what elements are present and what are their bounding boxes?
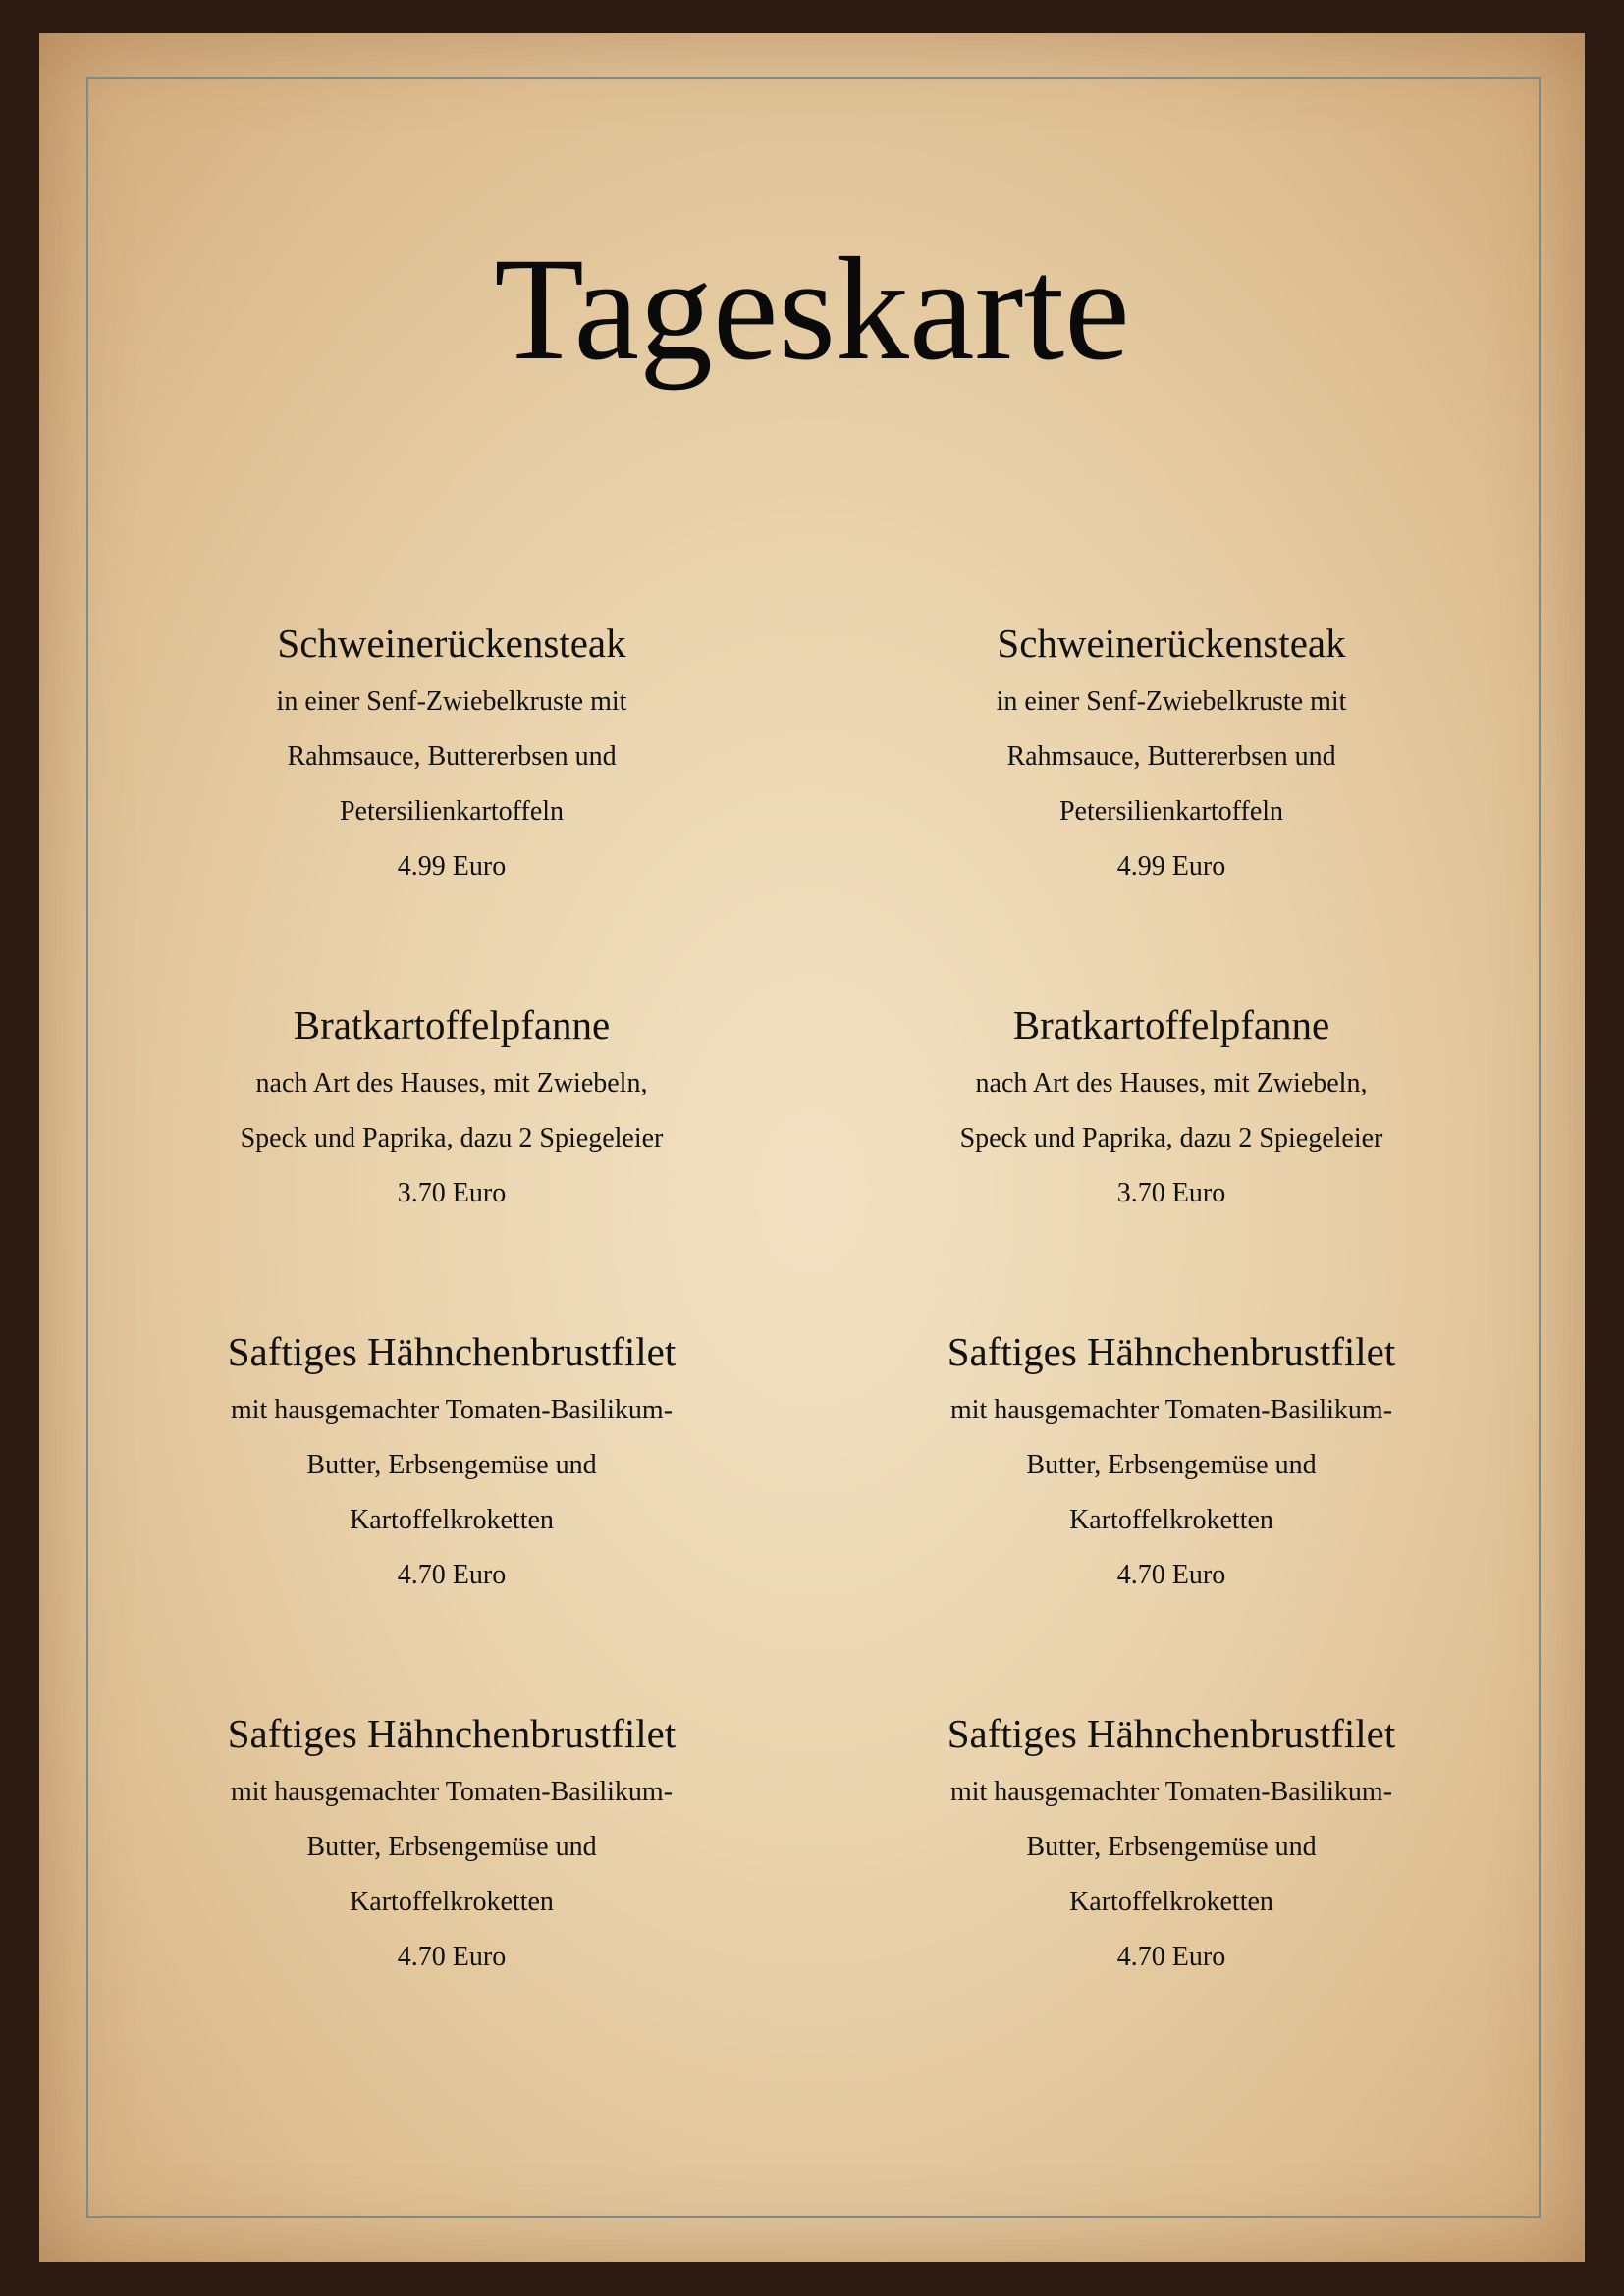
- dish-description-line: Speck und Paprika, dazu 2 Spiegeleier: [240, 1123, 664, 1153]
- dish-price: 4.70 Euro: [1116, 1942, 1226, 1972]
- menu-item: [177, 1324, 727, 1603]
- dish-description-line: Butter, Erbsengemüse und: [306, 1832, 597, 1862]
- dish-price: 4.70 Euro: [397, 1942, 507, 1972]
- dish-price: 3.70 Euro: [1116, 1178, 1226, 1208]
- dish-description-line: Kartoffelkroketten: [350, 1887, 554, 1917]
- menu-item: [177, 615, 727, 894]
- dish-price: 4.70 Euro: [397, 1560, 507, 1590]
- dish-description-line: Kartoffelkroketten: [1069, 1505, 1273, 1535]
- dish-name: Bratkartoffelpfanne: [1012, 1002, 1330, 1047]
- dish-name: Schweinerückensteak: [277, 620, 626, 666]
- dish-description-line: Petersilienkartoffeln: [1058, 796, 1284, 827]
- dish-description-line: Butter, Erbsengemüse und: [1026, 1450, 1317, 1480]
- dish-price: 4.70 Euro: [1116, 1560, 1226, 1590]
- menu-item: [177, 1706, 727, 1985]
- footer-mark: http: [39, 2241, 58, 2251]
- dish-description-line: mit hausgemachter Tomaten-Basilikum-: [230, 1395, 674, 1425]
- dish-price: 4.99 Euro: [397, 851, 507, 881]
- menu-item: [896, 1706, 1446, 1985]
- dish-name: Schweinerückensteak: [997, 620, 1346, 666]
- dish-description-line: Kartoffelkroketten: [350, 1505, 554, 1535]
- dish-description-line: mit hausgemachter Tomaten-Basilikum-: [230, 1777, 674, 1807]
- dish-description-line: mit hausgemachter Tomaten-Basilikum-: [949, 1395, 1393, 1425]
- dish-name: Saftiges Hähnchenbrustfilet: [227, 1329, 677, 1374]
- dish-description-line: Butter, Erbsengemüse und: [1026, 1832, 1317, 1862]
- dish-price: 3.70 Euro: [397, 1178, 507, 1208]
- dish-name: Saftiges Hähnchenbrustfilet: [947, 1329, 1396, 1374]
- dish-name: Saftiges Hähnchenbrustfilet: [227, 1711, 677, 1756]
- dish-description-line: mit hausgemachter Tomaten-Basilikum-: [949, 1777, 1393, 1807]
- menu-item: [896, 997, 1446, 1221]
- dish-description-line: Rahmsauce, Buttererbsen und: [1006, 741, 1336, 772]
- dish-description-line: Kartoffelkroketten: [1069, 1887, 1273, 1917]
- menu-item: [177, 997, 727, 1221]
- dish-description-line: Rahmsauce, Buttererbsen und: [287, 741, 617, 772]
- dish-description-line: in einer Senf-Zwiebelkruste mit: [996, 686, 1347, 717]
- dish-name: Saftiges Hähnchenbrustfilet: [947, 1711, 1396, 1756]
- dish-price: 4.99 Euro: [1116, 851, 1226, 881]
- dish-description-line: Petersilienkartoffeln: [339, 796, 565, 827]
- menu-title: Tageskarte: [494, 228, 1130, 391]
- menu-item: [896, 1324, 1446, 1603]
- dish-description-line: in einer Senf-Zwiebelkruste mit: [276, 686, 627, 717]
- dish-name: Bratkartoffelpfanne: [293, 1002, 611, 1047]
- dish-description-line: Butter, Erbsengemüse und: [306, 1450, 597, 1480]
- dish-description-line: nach Art des Hauses, mit Zwiebeln,: [975, 1068, 1368, 1098]
- menu-item: [896, 615, 1446, 894]
- dish-description-line: Speck und Paprika, dazu 2 Spiegeleier: [959, 1123, 1383, 1153]
- dish-description-line: nach Art des Hauses, mit Zwiebeln,: [255, 1068, 648, 1098]
